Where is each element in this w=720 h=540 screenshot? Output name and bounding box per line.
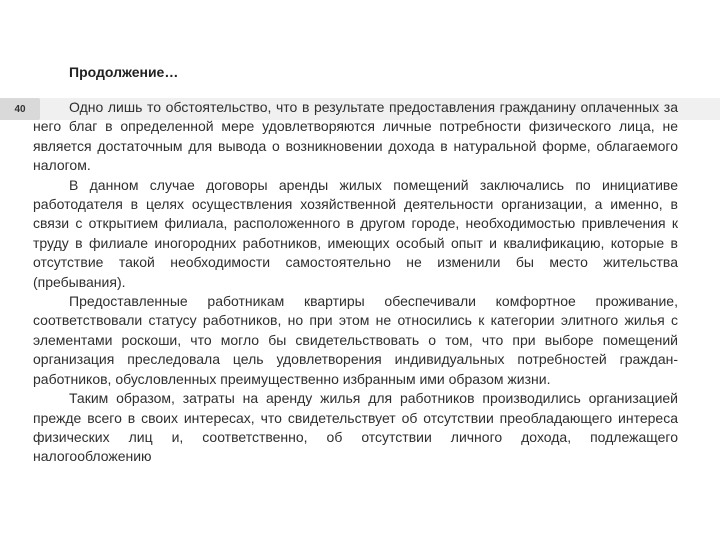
paragraph: Предоставленные работникам квартиры обеспечивали комфортное проживание, соответствовали статусу работников, но при этом не относились к категории элитного жилья с элементами роскоши, что могло бы свидетельствовать о том, что при выборе помещений организация преследовала цель удовлетворения индивидуальных потребностей граждан-работников, обусловленных преимущественно избранным ими образом жизни. (33, 293, 678, 387)
body-text (33, 98, 678, 467)
paragraph: Одно лишь то обстоятельство, что в результате предоставления гражданину оплаченных за него благ в определенной мере удовлетворяются личные потребности физического лица, не является достаточным для вывода о возникновении дохода в натуральной форме, облагаемого налогом. (33, 99, 678, 174)
section-heading: Продолжение… (69, 64, 179, 80)
paragraph: Таким образом, затраты на аренду жилья для работников производились организацией прежде всего в своих интересах, что свидетельствует об отсутствии преобладающего интереса физических лиц и, соответственно, об отсутствии личного дохода, подлежащего налогообложению (33, 390, 678, 465)
page-number-badge: 40 (0, 98, 40, 120)
paragraph: В данном случае договоры аренды жилых помещений заключались по инициативе работодателя в целях осуществления хозяйственной деятельности организации, а именно, в связи с открытием филиала, расположенного в другом городе, необходимостью привлечения к труду в филиале иногородних работников, имеющих особый опыт и квалификацию, которые в отсутствие такой необходимости самостоятельно не изменили бы место жительства (пребывания). (33, 176, 678, 290)
